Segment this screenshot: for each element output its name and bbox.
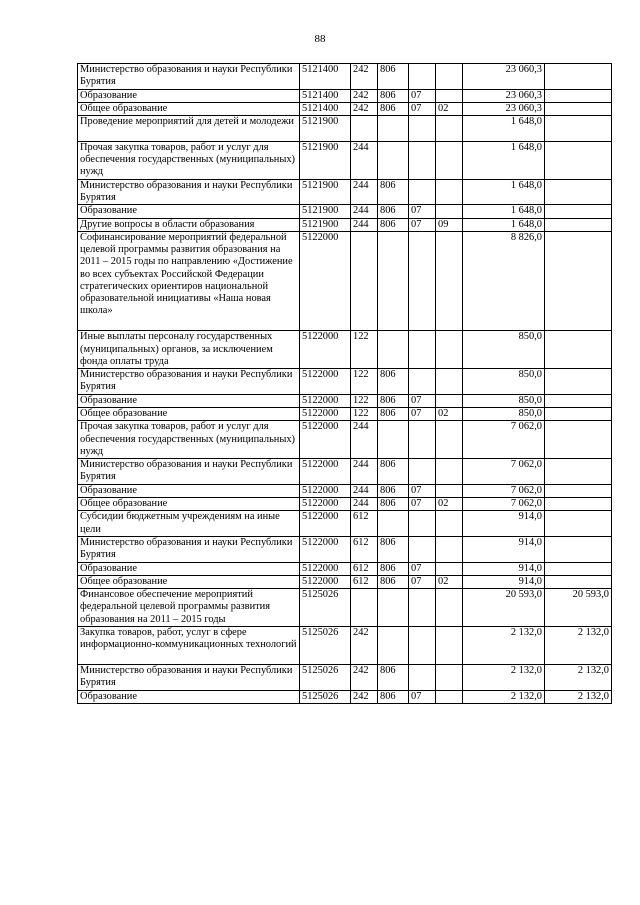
- subsection-cell: [436, 64, 463, 90]
- row-name-cell: Министерство образования и науки Республики Бурятия: [78, 459, 300, 485]
- row-name-cell: Другие вопросы в области образования: [78, 218, 300, 231]
- row-name-cell: Общее образование: [78, 498, 300, 511]
- ministry-code-cell: [378, 141, 409, 179]
- target-article-cell: 5122000: [300, 369, 351, 395]
- federal-amount-cell: [545, 562, 612, 575]
- amount-cell: 914,0: [463, 562, 545, 575]
- federal-amount-cell: [545, 89, 612, 102]
- amount-cell: 20 593,0: [463, 589, 545, 627]
- ministry-code-cell: 806: [378, 369, 409, 395]
- amount-cell: 850,0: [463, 331, 545, 369]
- row-name-cell: Министерство образования и науки Республики Бурятия: [78, 664, 300, 690]
- expense-type-cell: [351, 116, 378, 142]
- row-name-cell: Образование: [78, 89, 300, 102]
- section-cell: 07: [409, 218, 436, 231]
- table-row: [78, 231, 612, 330]
- federal-amount-cell: [545, 511, 612, 537]
- subsection-cell: [436, 116, 463, 142]
- ministry-code-cell: 806: [378, 484, 409, 497]
- expense-type-cell: 244: [351, 459, 378, 485]
- subsection-cell: [436, 589, 463, 627]
- section-cell: 07: [409, 484, 436, 497]
- expense-type-cell: 612: [351, 575, 378, 588]
- expense-type-cell: 244: [351, 218, 378, 231]
- expense-type-cell: 244: [351, 179, 378, 205]
- section-cell: 07: [409, 498, 436, 511]
- section-cell: [409, 369, 436, 395]
- table-row: [78, 484, 612, 497]
- section-cell: [409, 421, 436, 459]
- ministry-code-cell: [378, 589, 409, 627]
- ministry-code-cell: 806: [378, 664, 409, 690]
- subsection-cell: [436, 459, 463, 485]
- row-name-cell: Проведение мероприятий для детей и молодежи: [78, 116, 300, 142]
- federal-amount-cell: [545, 498, 612, 511]
- ministry-code-cell: 806: [378, 89, 409, 102]
- ministry-code-cell: [378, 116, 409, 142]
- expense-type-cell: [351, 589, 378, 627]
- target-article-cell: 5122000: [300, 231, 351, 330]
- federal-amount-cell: [545, 64, 612, 90]
- federal-amount-cell: 2 132,0: [545, 690, 612, 703]
- ministry-code-cell: [378, 231, 409, 330]
- ministry-code-cell: 806: [378, 205, 409, 218]
- amount-cell: 23 060,3: [463, 102, 545, 115]
- row-name-cell: Образование: [78, 562, 300, 575]
- target-article-cell: 5122000: [300, 331, 351, 369]
- row-name-cell: Общее образование: [78, 575, 300, 588]
- amount-cell: 1 648,0: [463, 179, 545, 205]
- ministry-code-cell: 806: [378, 690, 409, 703]
- expense-type-cell: 244: [351, 484, 378, 497]
- table-row: [78, 89, 612, 102]
- section-cell: [409, 331, 436, 369]
- subsection-cell: [436, 89, 463, 102]
- subsection-cell: [436, 369, 463, 395]
- subsection-cell: [436, 179, 463, 205]
- ministry-code-cell: [378, 627, 409, 665]
- section-cell: 07: [409, 575, 436, 588]
- ministry-code-cell: 806: [378, 537, 409, 563]
- ministry-code-cell: [378, 511, 409, 537]
- table-row: [78, 511, 612, 537]
- table-row: [78, 102, 612, 115]
- budget-table-body: [78, 64, 612, 704]
- subsection-cell: [436, 562, 463, 575]
- ministry-code-cell: 806: [378, 408, 409, 421]
- row-name-cell: Прочая закупка товаров, работ и услуг для обеспечения государственных (муниципальных) нужд: [78, 421, 300, 459]
- federal-amount-cell: [545, 102, 612, 115]
- table-row: [78, 537, 612, 563]
- row-name-cell: Министерство образования и науки Республики Бурятия: [78, 537, 300, 563]
- table-row: [78, 421, 612, 459]
- target-article-cell: 5121900: [300, 179, 351, 205]
- amount-cell: 914,0: [463, 511, 545, 537]
- amount-cell: 7 062,0: [463, 484, 545, 497]
- federal-amount-cell: 2 132,0: [545, 664, 612, 690]
- federal-amount-cell: [545, 408, 612, 421]
- section-cell: [409, 231, 436, 330]
- table-row: [78, 369, 612, 395]
- federal-amount-cell: [545, 459, 612, 485]
- federal-amount-cell: [545, 231, 612, 330]
- target-article-cell: 5121900: [300, 116, 351, 142]
- expense-type-cell: 612: [351, 511, 378, 537]
- expense-type-cell: [351, 231, 378, 330]
- subsection-cell: [436, 394, 463, 407]
- expense-type-cell: 242: [351, 64, 378, 90]
- expense-type-cell: 122: [351, 331, 378, 369]
- table-row: [78, 141, 612, 179]
- section-cell: [409, 64, 436, 90]
- expense-type-cell: 122: [351, 408, 378, 421]
- row-name-cell: Прочая закупка товаров, работ и услуг для обеспечения государственных (муниципальных) нужд: [78, 141, 300, 179]
- expense-type-cell: 612: [351, 562, 378, 575]
- ministry-code-cell: 806: [378, 498, 409, 511]
- subsection-cell: 02: [436, 575, 463, 588]
- subsection-cell: [436, 537, 463, 563]
- target-article-cell: 5122000: [300, 562, 351, 575]
- subsection-cell: [436, 205, 463, 218]
- target-article-cell: 5125026: [300, 690, 351, 703]
- table-row: [78, 627, 612, 665]
- federal-amount-cell: [545, 421, 612, 459]
- ministry-code-cell: 806: [378, 102, 409, 115]
- section-cell: [409, 116, 436, 142]
- target-article-cell: 5122000: [300, 575, 351, 588]
- table-row: [78, 218, 612, 231]
- ministry-code-cell: [378, 331, 409, 369]
- section-cell: 07: [409, 394, 436, 407]
- row-name-cell: Образование: [78, 690, 300, 703]
- table-row: [78, 664, 612, 690]
- page-number: 88: [314, 33, 326, 45]
- ministry-code-cell: 806: [378, 575, 409, 588]
- federal-amount-cell: [545, 218, 612, 231]
- amount-cell: 2 132,0: [463, 690, 545, 703]
- expense-type-cell: 242: [351, 89, 378, 102]
- table-row: [78, 331, 612, 369]
- federal-amount-cell: [545, 369, 612, 395]
- federal-amount-cell: [545, 484, 612, 497]
- expense-type-cell: 242: [351, 664, 378, 690]
- section-cell: [409, 179, 436, 205]
- ministry-code-cell: 806: [378, 179, 409, 205]
- subsection-cell: [436, 141, 463, 179]
- section-cell: [409, 664, 436, 690]
- subsection-cell: [436, 511, 463, 537]
- amount-cell: 1 648,0: [463, 141, 545, 179]
- subsection-cell: 02: [436, 102, 463, 115]
- expense-type-cell: 612: [351, 537, 378, 563]
- section-cell: 07: [409, 562, 436, 575]
- ministry-code-cell: 806: [378, 562, 409, 575]
- amount-cell: 914,0: [463, 537, 545, 563]
- expense-type-cell: 122: [351, 369, 378, 395]
- section-cell: 07: [409, 690, 436, 703]
- target-article-cell: 5121900: [300, 218, 351, 231]
- federal-amount-cell: [545, 205, 612, 218]
- table-row: [78, 459, 612, 485]
- target-article-cell: 5121400: [300, 89, 351, 102]
- target-article-cell: 5122000: [300, 421, 351, 459]
- ministry-code-cell: [378, 421, 409, 459]
- subsection-cell: [436, 484, 463, 497]
- section-cell: [409, 589, 436, 627]
- expense-type-cell: 244: [351, 141, 378, 179]
- row-name-cell: Министерство образования и науки Республики Бурятия: [78, 64, 300, 90]
- federal-amount-cell: [545, 575, 612, 588]
- amount-cell: 7 062,0: [463, 459, 545, 485]
- target-article-cell: 5122000: [300, 484, 351, 497]
- budget-table: [77, 63, 612, 704]
- federal-amount-cell: 2 132,0: [545, 627, 612, 665]
- section-cell: [409, 537, 436, 563]
- subsection-cell: [436, 231, 463, 330]
- target-article-cell: 5122000: [300, 459, 351, 485]
- amount-cell: 850,0: [463, 394, 545, 407]
- target-article-cell: 5122000: [300, 408, 351, 421]
- row-name-cell: Финансовое обеспечение мероприятий федеральной целевой программы развития образования на 2011 – 2015 годы: [78, 589, 300, 627]
- section-cell: [409, 141, 436, 179]
- expense-type-cell: 244: [351, 498, 378, 511]
- section-cell: 07: [409, 102, 436, 115]
- target-article-cell: 5125026: [300, 627, 351, 665]
- section-cell: 07: [409, 408, 436, 421]
- amount-cell: 7 062,0: [463, 421, 545, 459]
- ministry-code-cell: 806: [378, 64, 409, 90]
- target-article-cell: 5122000: [300, 394, 351, 407]
- section-cell: [409, 459, 436, 485]
- target-article-cell: 5121900: [300, 141, 351, 179]
- federal-amount-cell: [545, 394, 612, 407]
- federal-amount-cell: [545, 116, 612, 142]
- row-name-cell: Образование: [78, 484, 300, 497]
- federal-amount-cell: [545, 331, 612, 369]
- amount-cell: 1 648,0: [463, 116, 545, 142]
- ministry-code-cell: 806: [378, 459, 409, 485]
- amount-cell: 2 132,0: [463, 627, 545, 665]
- target-article-cell: 5125026: [300, 589, 351, 627]
- amount-cell: 23 060,3: [463, 64, 545, 90]
- target-article-cell: 5125026: [300, 664, 351, 690]
- federal-amount-cell: [545, 141, 612, 179]
- subsection-cell: [436, 690, 463, 703]
- table-row: [78, 589, 612, 627]
- table-row: [78, 408, 612, 421]
- expense-type-cell: 244: [351, 205, 378, 218]
- expense-type-cell: 242: [351, 627, 378, 665]
- expense-type-cell: 242: [351, 102, 378, 115]
- target-article-cell: 5122000: [300, 537, 351, 563]
- row-name-cell: Общее образование: [78, 102, 300, 115]
- amount-cell: 850,0: [463, 369, 545, 395]
- table-row: [78, 575, 612, 588]
- table-row: [78, 498, 612, 511]
- amount-cell: 2 132,0: [463, 664, 545, 690]
- section-cell: 07: [409, 205, 436, 218]
- subsection-cell: [436, 627, 463, 665]
- amount-cell: 850,0: [463, 408, 545, 421]
- subsection-cell: [436, 331, 463, 369]
- row-name-cell: Образование: [78, 205, 300, 218]
- amount-cell: 7 062,0: [463, 498, 545, 511]
- row-name-cell: Субсидии бюджетным учреждениям на иные цели: [78, 511, 300, 537]
- table-row: [78, 394, 612, 407]
- section-cell: 07: [409, 89, 436, 102]
- ministry-code-cell: 806: [378, 218, 409, 231]
- table-row: [78, 205, 612, 218]
- federal-amount-cell: [545, 537, 612, 563]
- subsection-cell: [436, 664, 463, 690]
- subsection-cell: [436, 421, 463, 459]
- row-name-cell: Образование: [78, 394, 300, 407]
- subsection-cell: 09: [436, 218, 463, 231]
- table-row: [78, 64, 612, 90]
- federal-amount-cell: 20 593,0: [545, 589, 612, 627]
- row-name-cell: Закупка товаров, работ, услуг в сфере информационно-коммуникационных технологий: [78, 627, 300, 665]
- expense-type-cell: 122: [351, 394, 378, 407]
- target-article-cell: 5122000: [300, 511, 351, 537]
- subsection-cell: 02: [436, 408, 463, 421]
- section-cell: [409, 627, 436, 665]
- row-name-cell: Софинансирование мероприятий федеральной целевой программы развития образования на 2011 – 2015 годы по направлению «Достижение во всех субъектах Российской Федерации стратегических ориентиров национальной образовательной инициативы «Наша новая школа»: [78, 231, 300, 330]
- amount-cell: 1 648,0: [463, 205, 545, 218]
- table-row: [78, 562, 612, 575]
- amount-cell: 914,0: [463, 575, 545, 588]
- section-cell: [409, 511, 436, 537]
- amount-cell: 23 060,3: [463, 89, 545, 102]
- row-name-cell: Министерство образования и науки Республики Бурятия: [78, 179, 300, 205]
- table-row: [78, 116, 612, 142]
- federal-amount-cell: [545, 179, 612, 205]
- row-name-cell: Иные выплаты персоналу государственных (муниципальных) органов, за исключением фонда оплаты труда: [78, 331, 300, 369]
- row-name-cell: Министерство образования и науки Республики Бурятия: [78, 369, 300, 395]
- expense-type-cell: 244: [351, 421, 378, 459]
- row-name-cell: Общее образование: [78, 408, 300, 421]
- subsection-cell: 02: [436, 498, 463, 511]
- table-row: [78, 690, 612, 703]
- target-article-cell: 5121900: [300, 205, 351, 218]
- expense-type-cell: 242: [351, 690, 378, 703]
- target-article-cell: 5122000: [300, 498, 351, 511]
- target-article-cell: 5121400: [300, 102, 351, 115]
- table-row: [78, 179, 612, 205]
- amount-cell: 1 648,0: [463, 218, 545, 231]
- ministry-code-cell: 806: [378, 394, 409, 407]
- target-article-cell: 5121400: [300, 64, 351, 90]
- amount-cell: 8 826,0: [463, 231, 545, 330]
